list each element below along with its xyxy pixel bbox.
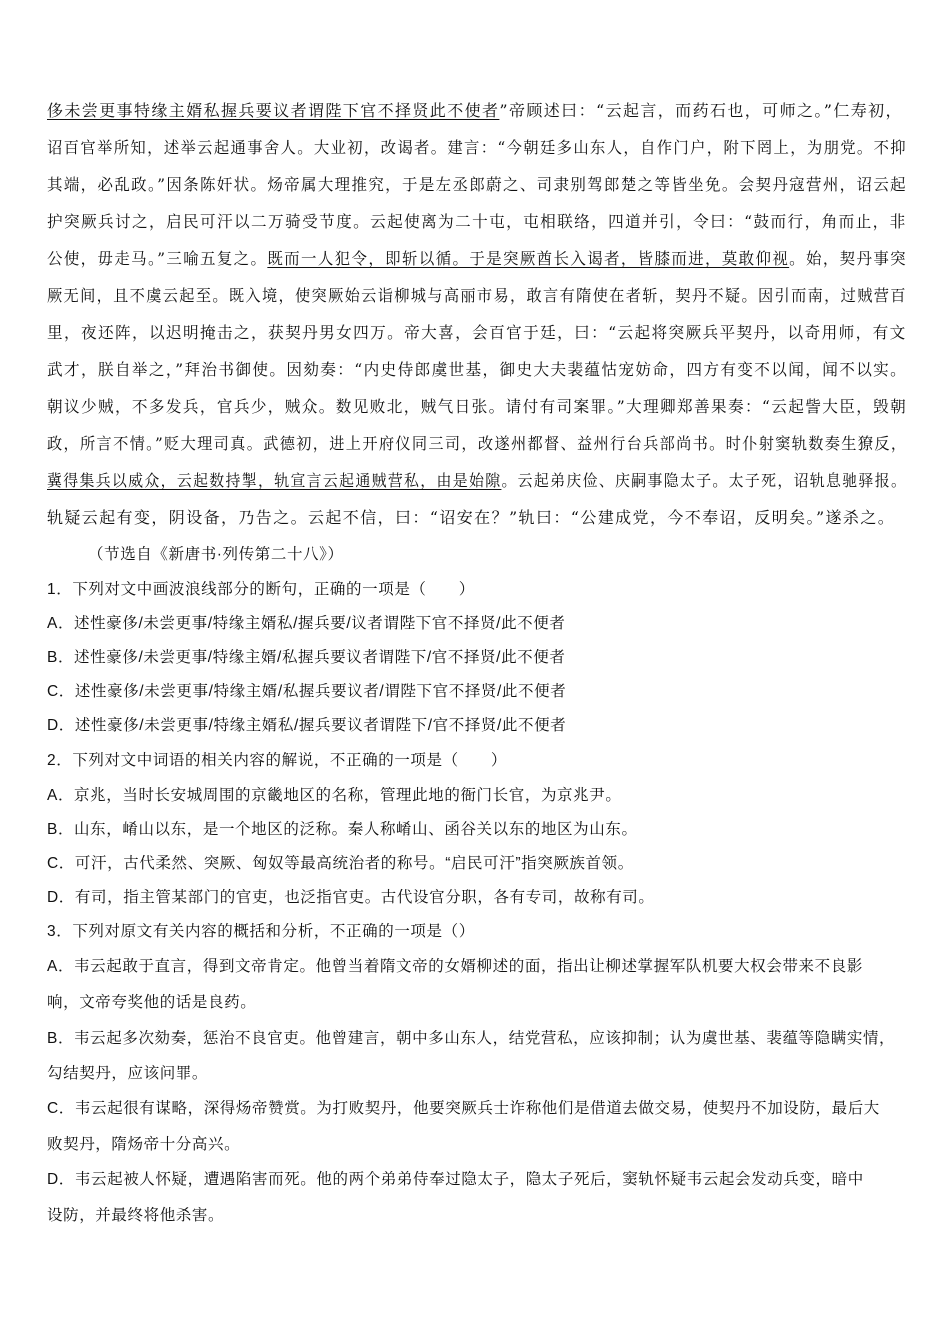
underlined-segment: 既而一人犯令，即斩以循。于是突厥酋长入谒者，皆膝而进，莫敢仰视 xyxy=(267,249,790,268)
passage-line xyxy=(47,434,907,454)
question-1-stem: 1．下列对文中画波浪线部分的断句，正确的一项是（ ） xyxy=(47,581,475,598)
question-3-option-b: B．韦云起多次劾奏，惩治不良官吏。他曾建言，朝中多山东人，结党营私，应该抑制；认为虞世基、裴蕴等隐瞒实情， xyxy=(47,1030,896,1047)
passage-line xyxy=(47,360,907,380)
question-3-option-a-cont: 响，文帝夸奖他的话是良药。 xyxy=(47,994,257,1011)
text-segment: 武才，朕自举之，”拜治书御使。因劾奏：“内史侍郎虞世基，御史大夫裴蕴怙宠妨命，四方有变不以闻，闻不以实。 xyxy=(47,360,908,379)
text-segment: 护突厥兵讨之，启民可汗以二万骑受节度。云起使离为二十屯，屯相联络，四道并引，令曰：“鼓而行，角而止，非 xyxy=(47,212,907,231)
text-segment: 里，夜还阵，以迟明掩击之，获契丹男女四万。帝大喜，会百官于廷，曰：“云起将突厥兵平契丹，以奇用师，有文 xyxy=(47,323,907,342)
text-segment: 其端，必乱政。”因条陈奸状。炀帝属大理推究，于是左丞郎蔚之、司隶别驾郎楚之等皆坐免。会契丹寇营州，诏云起 xyxy=(47,175,907,194)
passage-line xyxy=(47,138,907,158)
passage-line xyxy=(47,286,907,306)
question-2-option-d: D．有司，指主管某部门的官吏，也泛指官吏。古代设官分职，各有专司，故称有司。 xyxy=(47,889,655,906)
text-segment: 。云起弟庆俭、庆嗣事隐太子。太子死，诏轨息驰驿报。 xyxy=(501,471,908,490)
question-3-option-d-cont: 设防，并最终将他杀害。 xyxy=(47,1207,225,1224)
passage-line xyxy=(47,323,907,343)
question-3-option-a: A．韦云起敢于直言，得到文帝肯定。他曾当着隋文帝的女婿柳述的面，指出让柳述掌握军队机要大权会带来不良影 xyxy=(47,958,863,975)
question-3-stem: 3．下列对原文有关内容的概括和分析，不正确的一项是（） xyxy=(47,923,475,940)
question-3-option-c: C．韦云起很有谋略，深得炀帝赞赏。为打败契丹，他要突厥兵士诈称他们是借道去做交易，使契丹不加设防，最后大 xyxy=(47,1100,880,1117)
question-2-option-a: A．京兆，当时长安城周围的京畿地区的名称，管理此地的衙门长官，为京兆尹。 xyxy=(47,787,622,804)
passage-line xyxy=(47,175,907,195)
passage-source: （节选自《新唐书·列传第二十八》） xyxy=(88,546,344,563)
question-2-option-c: C．可汗，古代柔然、突厥、匈奴等最高统治者的称号。“启民可汗”指突厥族首领。 xyxy=(47,855,634,872)
text-segment: 诏百官举所知，述举云起通事舍人。大业初，改谒者。建言：“今朝廷多山东人，自作门户，附下罔上，为朋党。不抑 xyxy=(47,138,907,157)
text-segment: 政，所言不情。”贬大理司真。武德初，进上开府仪同三司，改遂州都督、益州行台兵部尚书。时仆射窦轨数奏生獠反， xyxy=(47,434,908,453)
question-1-option-b: B．述性豪侈/未尝更事/特缘主婿/私握兵要议者谓陛下/官不择贤/此不便者 xyxy=(47,649,566,666)
question-1-option-d: D．述性豪侈/未尝更事/特缘主婿私/握兵要议者谓陛下/官不择贤/此不便者 xyxy=(47,717,567,734)
question-2-stem: 2．下列对文中词语的相关内容的解说，不正确的一项是（ ） xyxy=(47,752,508,769)
passage-line xyxy=(47,101,903,121)
question-3-option-d: D．韦云起被人怀疑，遭遇陷害而死。他的两个弟弟侍奉过隐太子，隐太子死后，窦轨怀疑韦云起会发动兵变，暗中 xyxy=(47,1171,864,1188)
text-segment: 朝议少贼，不多发兵，官兵少，贼众。数见败北，贼气日张。请付有司案罪。”大理卿郑善果奏：“云起訾大臣，毁朝 xyxy=(47,397,908,416)
text-segment: 公使，毋走马。”三喻五复之。 xyxy=(47,249,268,268)
question-1-option-c: C．述性豪侈/未尝更事/特缘主婿/私握兵要议者/谓陛下官不择贤/此不便者 xyxy=(47,683,567,700)
question-3-option-b-cont: 勾结契丹，应该问罪。 xyxy=(47,1065,209,1082)
passage-line xyxy=(47,212,907,232)
passage-line xyxy=(47,397,907,417)
underlined-segment: 冀得集兵以威众，云起数持掣，轨宣言云起通贼营私，由是始隙 xyxy=(47,471,502,490)
passage-line xyxy=(47,508,895,528)
question-2-option-b: B．山东，崤山以东，是一个地区的泛称。秦人称崤山、函谷关以东的地区为山东。 xyxy=(47,821,638,838)
passage-line xyxy=(47,249,907,269)
text-segment: 轨疑云起有变，阴设备，乃告之。云起不信，曰：“诏安在？”轨曰：“公建成党，今不奉诏，反明矣。”遂杀之。 xyxy=(47,508,896,527)
text-segment: ”帝顾述曰：“云起言，而药石也，可师之。”仁寿初， xyxy=(499,101,903,120)
underlined-segment: 侈未尝更事特缘主婿私握兵要议者谓陛下官不择贤此不使者 xyxy=(47,101,500,120)
passage-line xyxy=(47,471,907,491)
question-1-option-a: A．述性豪侈/未尝更事/特缘主婿私/握兵要/议者谓陛下官不择贤/此不便者 xyxy=(47,615,566,632)
question-3-option-c-cont: 败契丹，隋炀帝十分高兴。 xyxy=(47,1136,241,1153)
text-segment: 厥无间，且不虞云起至。既入境，使突厥始云诣柳城与高丽市易，敢言有隋使在者斩，契丹不疑。因引而南，过贼营百 xyxy=(47,286,907,305)
text-segment: 。始，契丹事突 xyxy=(789,249,907,268)
